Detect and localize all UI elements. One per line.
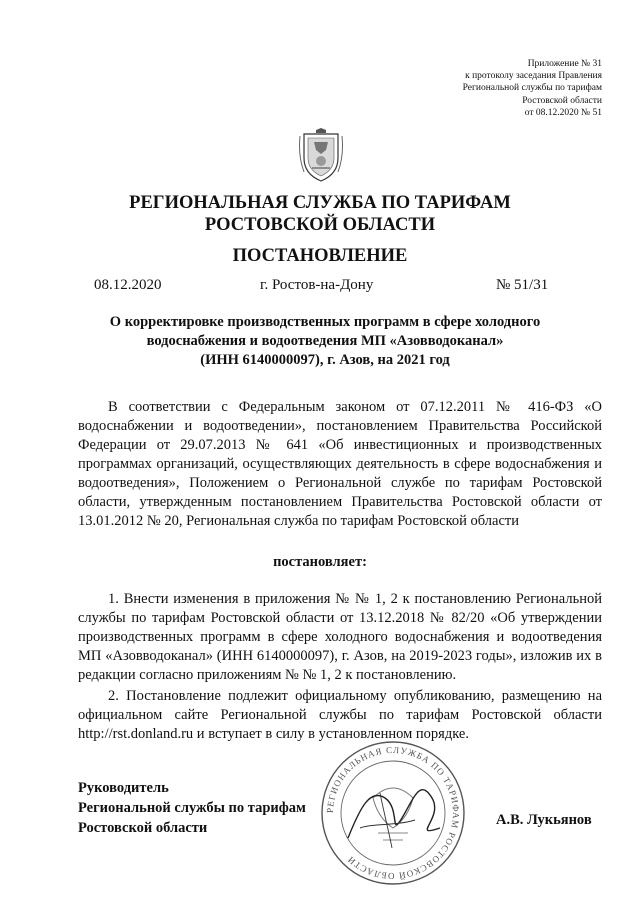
appendix-line: Региональной службы по тарифам [462,83,602,94]
signatory-title-line: Региональной службы по тарифам [78,800,306,816]
resolves-heading: постановляет: [273,554,367,570]
appendix-line: к протоколу заседания Правления [465,71,602,82]
signatory-title [78,778,306,838]
seal-text: РЕГИОНАЛЬНАЯ СЛУЖБА ПО ТАРИФАМ РОСТОВСКОЙ ОБЛАСТИ [324,744,462,882]
signatory-title-line: Руководитель [78,780,169,796]
handwritten-signature [340,768,450,858]
document-subject [90,313,560,370]
document-type: ПОСТАНОВЛЕНИЕ [232,246,408,266]
subject-line: водоснабжения и водоотведения МП «Азовводоканал» [146,333,504,349]
document-number: № 51/31 [496,277,549,293]
appendix-line: Ростовской области [522,95,602,106]
subject-line: О корректировке производственных программ в сфере холодного [109,314,541,330]
signatory-name: А.В. Лукьянов [496,812,592,828]
item-2-paragraph: 2. Постановление подлежит официальному опубликованию, размещению на официальном сайте Региональной службы по тарифам Ростовской области http://rst.donland.ru и вступает в силу в установленном порядке. [78,688,602,742]
appendix-note [382,58,602,119]
item-1-paragraph: 1. Внести изменения в приложения № № 1, 2 к постановлению Региональной службы по тарифам Ростовской области от 13.12.2018 № 82/20 «Об утверждении производственных программ в сфере холодного водоснабжения и водоотведения МП «Азовводоканал» (ИНН 6140000097), г. Азов, на 2019-2023 годы», изложив их в редакции согласно приложениям № № 1, 2 к постановлению. [78,591,602,683]
signatory-title-line: Ростовской области [78,820,208,836]
preamble-paragraph: В соответствии с Федеральным законом от 07.12.2011 № 416-ФЗ «О водоснабжении и водоотведении», постановлением Правительства Российской Федерации от 29.07.2013 № 641 «Об инвестиционных и производственных программах организаций, осуществляющих деятельность в сфере водоснабжения и водоотведения», Положением о Региональной службе по тарифам Ростовской области, утвержденным постановлением Правительства Ростовской области от 13.01.2012 № 20, Региональная служба по тарифам Ростовской области [78,399,602,529]
organization-region: РОСТОВСКОЙ ОБЛАСТИ [204,215,436,235]
document-place: г. Ростов-на-Дону [260,277,374,293]
appendix-line: Приложение № 31 [527,59,602,69]
subject-line: (ИНН 6140000097), г. Азов, на 2021 год [200,352,450,368]
appendix-line: от 08.12.2020 № 51 [524,107,602,118]
document-date: 08.12.2020 [94,277,162,293]
organization-name: РЕГИОНАЛЬНАЯ СЛУЖБА ПО ТАРИФАМ [129,193,511,213]
coat-of-arms-icon [298,128,344,184]
